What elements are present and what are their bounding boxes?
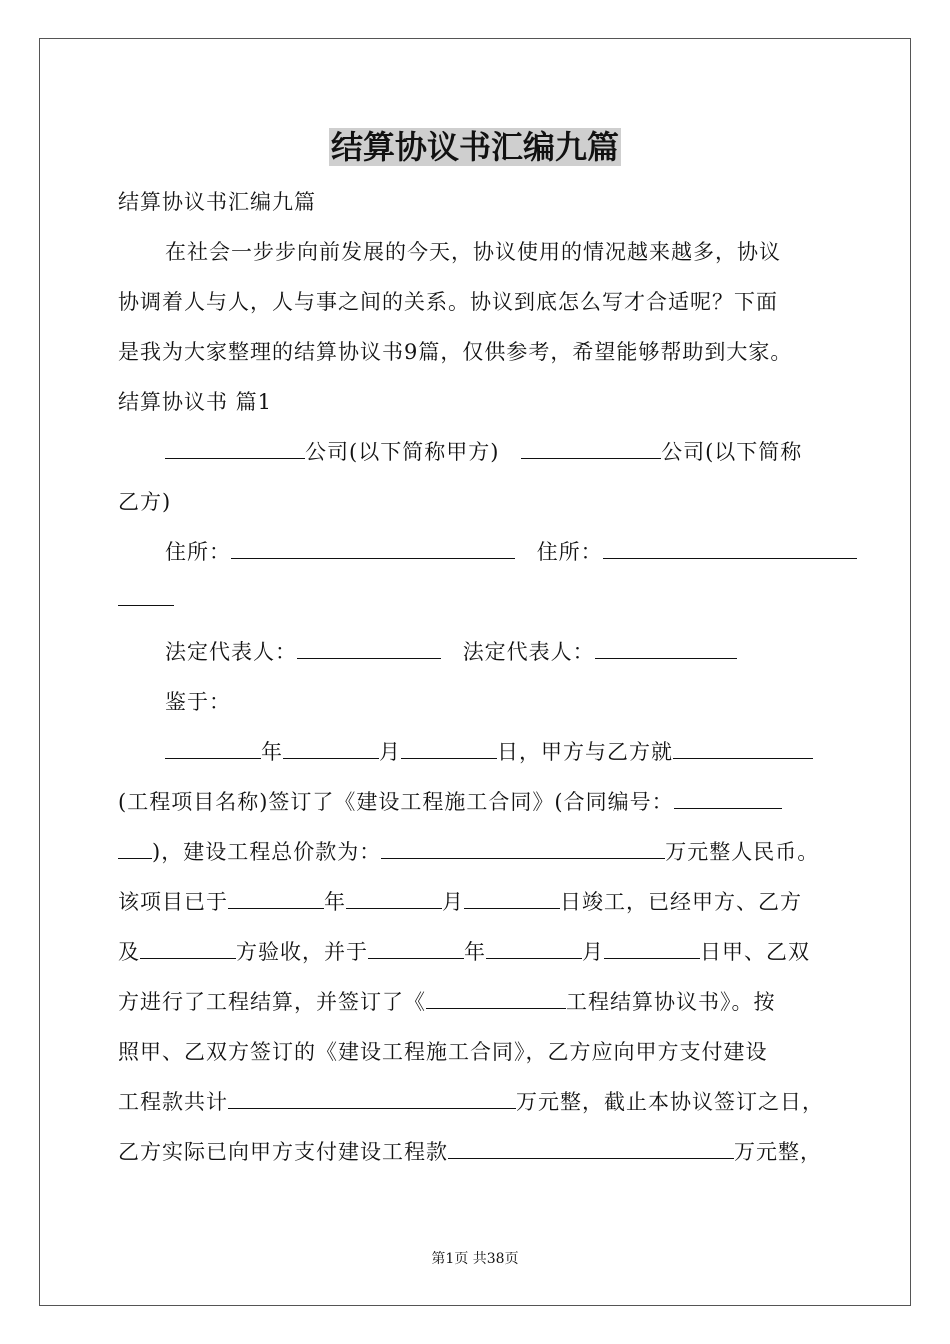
address-label-a: 住所： [165,540,231,564]
blank-field [346,889,442,909]
blank-field [448,1139,734,1159]
para-line-6 [118,986,776,1016]
blank-field [673,739,813,759]
address-label-b: 住所： [536,540,603,564]
year-label: 年 [261,740,283,764]
para-text: 乙方实际已向甲方支付建设工程款 [118,1140,448,1164]
blank-field [464,889,560,909]
para-text: (工程项目名称)签订了《建设工程施工合同》(合同编号： [118,790,674,814]
para-text: 工程结算协议书》。按 [566,990,776,1014]
blank-field [604,939,700,959]
blank-field [231,539,515,559]
blank-field [165,739,261,759]
month-label: 月 [442,890,464,914]
blank-field [228,1089,516,1109]
month-label: 月 [379,740,401,764]
party-b-text: 公司(以下简称 [661,440,803,464]
blank-field [401,739,497,759]
blank-field [426,989,566,1009]
para-line-1 [165,736,813,766]
blank-field [118,839,152,859]
blank-field [603,539,857,559]
blank-field [521,439,661,459]
year-label: 年 [464,940,486,964]
blank-field [381,839,665,859]
blank-field [228,889,324,909]
para-text: 方验收，并于 [236,940,368,964]
blank-field [118,586,174,606]
para-line-7: 照甲、乙双方签订的《建设工程施工合同》，乙方应向甲方支付建设 [118,1040,768,1064]
intro-line-1: 在社会一步步向前发展的今天，协议使用的情况越来越多，协议 [165,240,781,264]
blank-field [165,439,305,459]
blank-field [486,939,582,959]
blank-field [595,639,737,659]
party-a-text: 公司(以下简称甲方) [305,440,500,464]
intro-line-3: 是我为大家整理的结算协议书9篇，仅供参考，希望能够帮助到大家。 [118,340,793,364]
whereas-label: 鉴于： [165,690,231,714]
address-cont [118,586,174,611]
rep-line [165,636,737,666]
para-text: 万元整， [734,1140,822,1164]
blank-field [140,939,236,959]
blank-field [368,939,464,959]
rep-label-a: 法定代表人： [165,640,297,664]
para-text: 及 [118,940,140,964]
page-footer: 第1页 共38页 [431,1251,519,1267]
section-heading: 结算协议书 篇1 [118,390,273,414]
document-title: 结算协议书汇编九篇 [330,128,619,166]
para-text: )，建设工程总价款为： [152,840,382,864]
para-line-2 [118,786,782,816]
year-label: 年 [324,890,346,914]
parties-line [165,436,802,466]
para-text: 日甲、乙双 [700,940,810,964]
para-text: 万元整人民币。 [665,840,820,864]
para-text: 方进行了工程结算，并签订了《 [118,990,426,1014]
para-line-4 [118,886,802,916]
address-line [165,536,857,566]
para-text: 日，甲方与乙方就 [497,740,673,764]
blank-field [674,789,782,809]
subtitle: 结算协议书汇编九篇 [118,190,316,214]
intro-line-2: 协调着人与人，人与事之间的关系。协议到底怎么写才合适呢？下面 [118,290,778,314]
para-line-5 [118,936,810,966]
rep-label-b: 法定代表人： [462,640,595,664]
party-b-cont: 乙方) [118,490,172,514]
para-line-3 [118,836,819,866]
para-text: 日竣工，已经甲方、乙方 [560,890,802,914]
blank-field [297,639,441,659]
para-line-8 [118,1086,824,1116]
para-text: 该项目已于 [118,890,228,914]
month-label: 月 [582,940,604,964]
para-text: 工程款共计 [118,1090,228,1114]
blank-field [283,739,379,759]
para-line-9 [118,1136,822,1166]
para-text: 万元整，截止本协议签订之日， [516,1090,824,1114]
